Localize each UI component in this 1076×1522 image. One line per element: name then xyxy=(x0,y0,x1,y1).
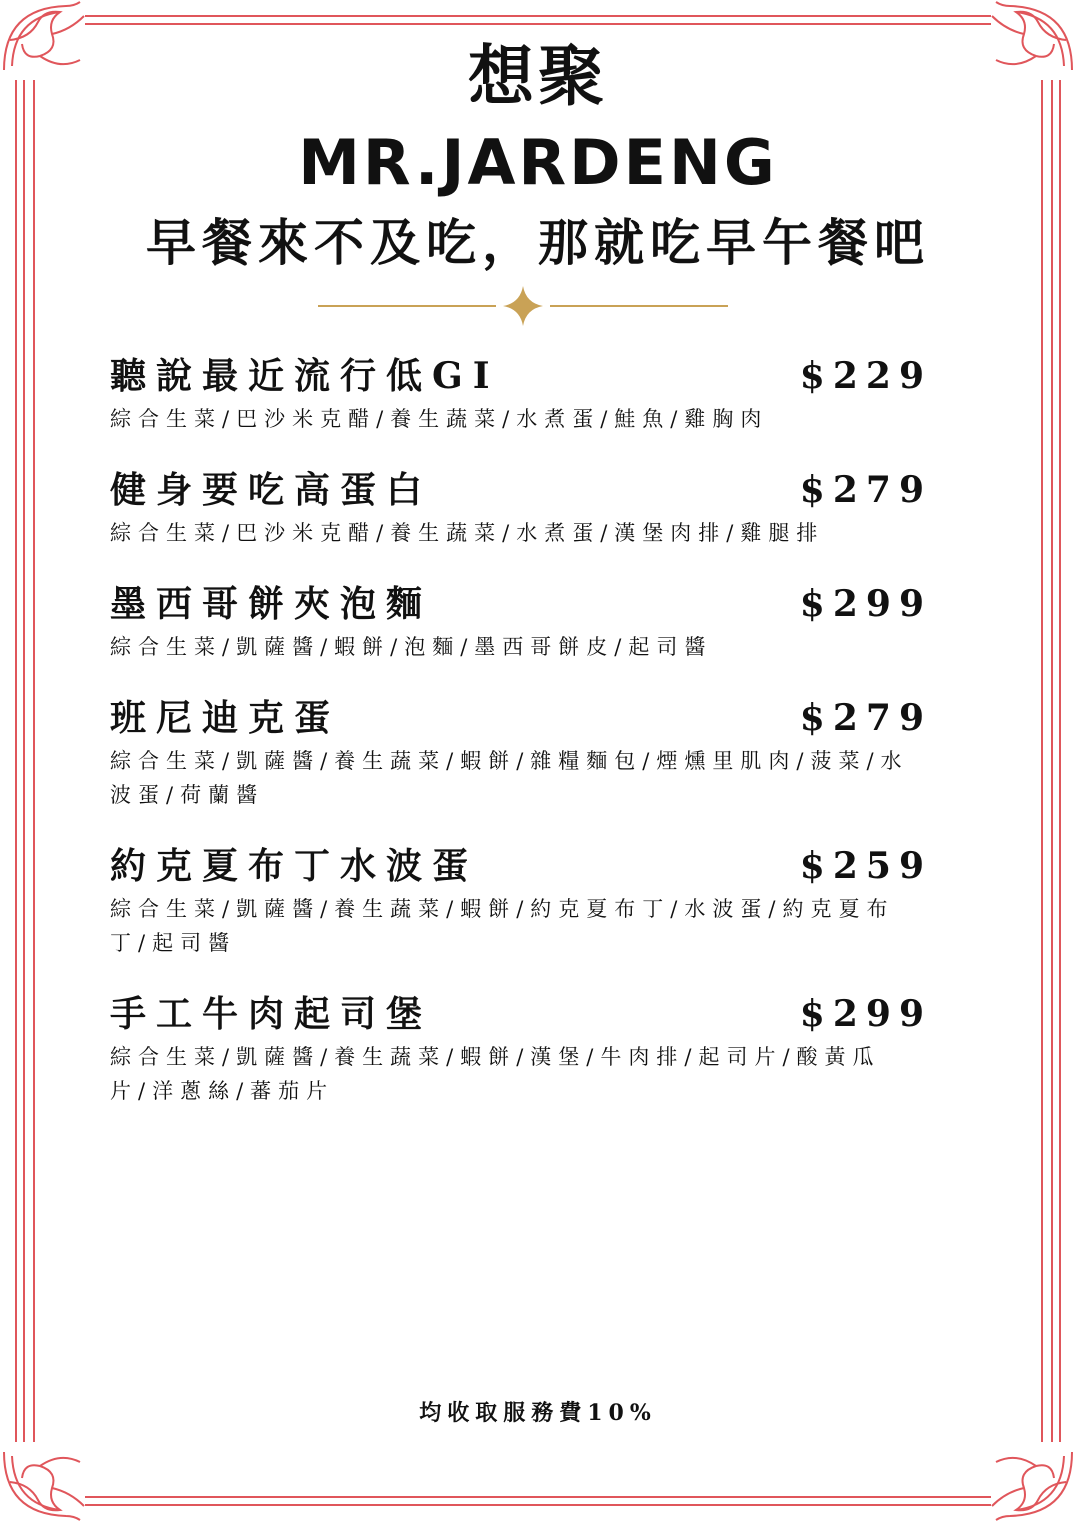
menu-item xyxy=(110,694,932,812)
menu-item-name: 班尼迪克蛋 xyxy=(110,697,341,739)
menu-item xyxy=(110,466,932,550)
menu-item-ingredients: 綜合生菜/凱薩醬/養生蔬菜/蝦餅/約克夏布丁/水波蛋/約克夏布丁/起司醬 xyxy=(110,897,895,955)
menu-item-ingredients: 綜合生菜/凱薩醬/養生蔬菜/蝦餅/雜糧麵包/煙燻里肌肉/菠菜/水波蛋/荷蘭醬 xyxy=(110,749,909,807)
corner-ornament-bottom-left xyxy=(4,1452,84,1520)
menu-item-name: 聽說最近流行低GI xyxy=(110,355,500,397)
menu-item-ingredients: 綜合生菜/巴沙米克醋/養生蔬菜/水煮蛋/鮭魚/雞胸肉 xyxy=(110,407,769,431)
menu-list xyxy=(110,352,932,1138)
menu-item-name: 約克夏布丁水波蛋 xyxy=(110,845,479,887)
menu-item xyxy=(110,842,932,960)
menu-item-price: $279 xyxy=(799,697,932,739)
menu-item xyxy=(110,580,932,664)
sparkle-divider xyxy=(318,286,728,326)
sparkle-icon xyxy=(503,286,543,326)
menu-item xyxy=(110,352,932,436)
menu-item-ingredients: 綜合生菜/凱薩醬/養生蔬菜/蝦餅/漢堡/牛肉排/起司片/酸黃瓜片/洋蔥絲/蕃茄片 xyxy=(110,1045,881,1103)
menu-item xyxy=(110,990,932,1108)
menu-subtitle: 早餐來不及吃，那就吃早午餐吧 xyxy=(146,213,930,272)
service-charge-note: 均收取服務費10% xyxy=(419,1400,657,1426)
menu-item-price: $229 xyxy=(799,355,932,397)
menu-item-name: 墨西哥餅夾泡麵 xyxy=(110,583,433,625)
corner-ornament-bottom-right xyxy=(992,1452,1072,1520)
restaurant-name-chinese: 想聚 xyxy=(468,37,608,115)
menu-header xyxy=(0,36,1076,274)
menu-item-price: $299 xyxy=(799,993,932,1035)
menu-item-price: $299 xyxy=(799,583,932,625)
menu-item-name: 手工牛肉起司堡 xyxy=(110,993,433,1035)
menu-item-price: $279 xyxy=(799,469,932,511)
menu-item-ingredients: 綜合生菜/凱薩醬/蝦餅/泡麵/墨西哥餅皮/起司醬 xyxy=(110,635,713,659)
menu-item-price: $259 xyxy=(799,845,932,887)
menu-item-ingredients: 綜合生菜/巴沙米克醋/養生蔬菜/水煮蛋/漢堡肉排/雞腿排 xyxy=(110,521,825,545)
menu-item-name: 健身要吃高蛋白 xyxy=(110,469,433,511)
restaurant-name-english: MR.JARDENG xyxy=(298,126,778,199)
